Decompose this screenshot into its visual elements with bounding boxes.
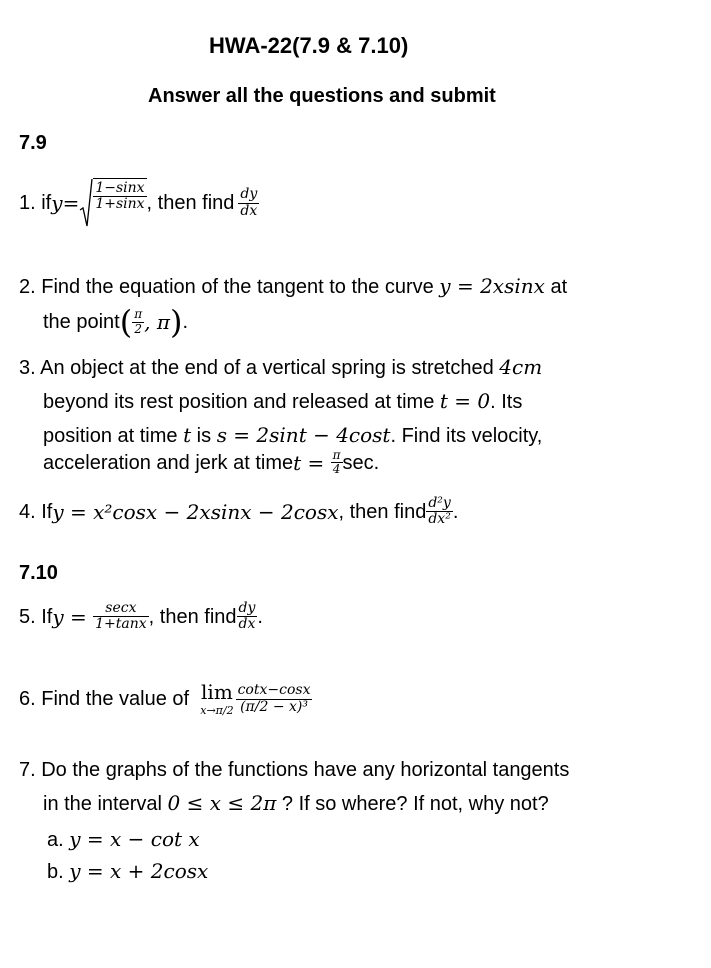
q2-comma-pi: , π — [144, 310, 170, 334]
q5-dx: dx — [238, 616, 256, 633]
page-subtitle: Answer all the questions and submit — [148, 85, 496, 107]
q1-dy: dy — [240, 186, 258, 203]
question-7-line-1: 7. Do the graphs of the functions have any horizontal tangents — [19, 759, 570, 781]
question-4 — [19, 496, 458, 528]
q6-numerator: cotx−cosx — [237, 682, 311, 699]
q5-text-b: , then find — [148, 605, 237, 628]
q1-text: , then find — [146, 192, 235, 214]
question-3-line-3 — [43, 423, 542, 448]
q6-denominator: (π/2 − x)³ — [240, 698, 308, 715]
question-3-line-2 — [43, 389, 522, 414]
q3-text-2b: . Its — [490, 391, 523, 413]
q6-limit — [200, 680, 233, 718]
q1-numerator: 1−sinx — [95, 180, 145, 196]
q3-math-t: t — [183, 423, 192, 447]
q3-text-4b: sec. — [342, 451, 380, 474]
q2-text-a: 2. Find the equation of the tangent to the curve — [19, 276, 440, 298]
q3-four: 4 — [332, 462, 341, 477]
q4-numerator: d²y — [428, 495, 451, 511]
q3-text-1: 3. An object at the end of a vertical spring is stretched — [19, 357, 500, 379]
q4-text-a: 4. If — [19, 500, 53, 523]
question-1 — [19, 178, 259, 228]
section-heading-7-10: 7.10 — [19, 562, 58, 584]
question-7-part-b — [47, 859, 208, 884]
q7-text-b: ? If so where? If not, why not? — [276, 793, 549, 815]
q5-dy: dy — [238, 600, 256, 616]
q5-numerator: secx — [93, 601, 149, 617]
q7-a-math: y = x − cot x — [69, 827, 200, 851]
q3-math-2: t = 0 — [439, 389, 491, 413]
q6-fraction — [236, 683, 313, 715]
q4-fraction — [426, 496, 452, 528]
q1-denominator: 1+sinx — [95, 196, 145, 213]
q3-math-1: 4cm — [499, 355, 543, 379]
q5-text-a: 5. If — [19, 605, 53, 628]
question-3-line-1 — [19, 355, 542, 380]
q3-text-3: position at time — [43, 425, 184, 447]
q3-pi: π — [332, 448, 341, 462]
q7-b-math: y = x + 2cosx — [69, 859, 209, 883]
q1-derivative — [238, 187, 259, 219]
q3-math-4: t = — [293, 450, 331, 475]
q5-denominator: 1+tanx — [95, 616, 147, 633]
q2-fraction — [132, 308, 144, 335]
q4-math: y = x²cosx − 2xsinx − 2cosx — [52, 499, 339, 524]
q3-text-3b: is — [191, 425, 217, 447]
question-3-line-4 — [43, 449, 379, 476]
q2-two: 2 — [134, 321, 142, 336]
q2-end: . — [182, 311, 189, 333]
q3-math-s: s = 2sint − 4cost — [216, 423, 391, 447]
q1-sqrt — [79, 178, 146, 228]
q6-text: 6. Find the value of — [19, 688, 201, 710]
q4-end: . — [452, 500, 459, 523]
section-heading-7-9: 7.9 — [19, 132, 47, 154]
q3-text-2: beyond its rest position and released at time — [43, 391, 440, 413]
q3-text-4: acceleration and jerk at time — [43, 451, 294, 474]
q2-paren-close: ) — [169, 303, 183, 341]
q3-fraction — [331, 449, 343, 476]
page-title: HWA-22(7.9 & 7.10) — [209, 33, 409, 58]
q2-point-label: the point — [43, 311, 120, 333]
q7-a-label: a. — [47, 829, 70, 851]
q2-text-b: at — [544, 276, 568, 298]
q4-text-b: , then find — [338, 500, 427, 523]
q5-fraction — [93, 601, 149, 633]
q1-y: y — [51, 191, 63, 215]
q5-derivative — [237, 601, 258, 633]
q1-fraction — [93, 178, 146, 228]
question-6 — [19, 680, 312, 718]
q7-b-label: b. — [47, 861, 70, 883]
q2-math: y = 2xsinx — [439, 274, 545, 298]
q6-lim-subscript: x→π/2 — [200, 704, 234, 717]
q7-text-a: in the interval — [43, 793, 168, 815]
q5-math: y = — [52, 604, 94, 629]
q7-math: 0 ≤ x ≤ 2π — [167, 791, 277, 815]
q3-text-3c: . Find its velocity, — [390, 425, 543, 447]
q6-lim: lim — [201, 680, 233, 704]
sqrt-sign-icon — [79, 178, 93, 228]
q1-eq: = — [62, 191, 80, 215]
question-7-line-2 — [43, 791, 549, 816]
q2-pi: π — [134, 307, 143, 322]
q1-dx: dx — [240, 202, 258, 219]
question-5 — [19, 601, 263, 633]
question-2-line-2 — [43, 303, 189, 341]
question-7-part-a — [47, 827, 200, 852]
q1-prefix: 1. if — [19, 192, 52, 214]
q5-end: . — [257, 605, 263, 628]
q4-denominator: dx² — [428, 511, 451, 528]
question-2-line-1 — [19, 274, 567, 299]
q2-paren-open: ( — [119, 303, 133, 341]
